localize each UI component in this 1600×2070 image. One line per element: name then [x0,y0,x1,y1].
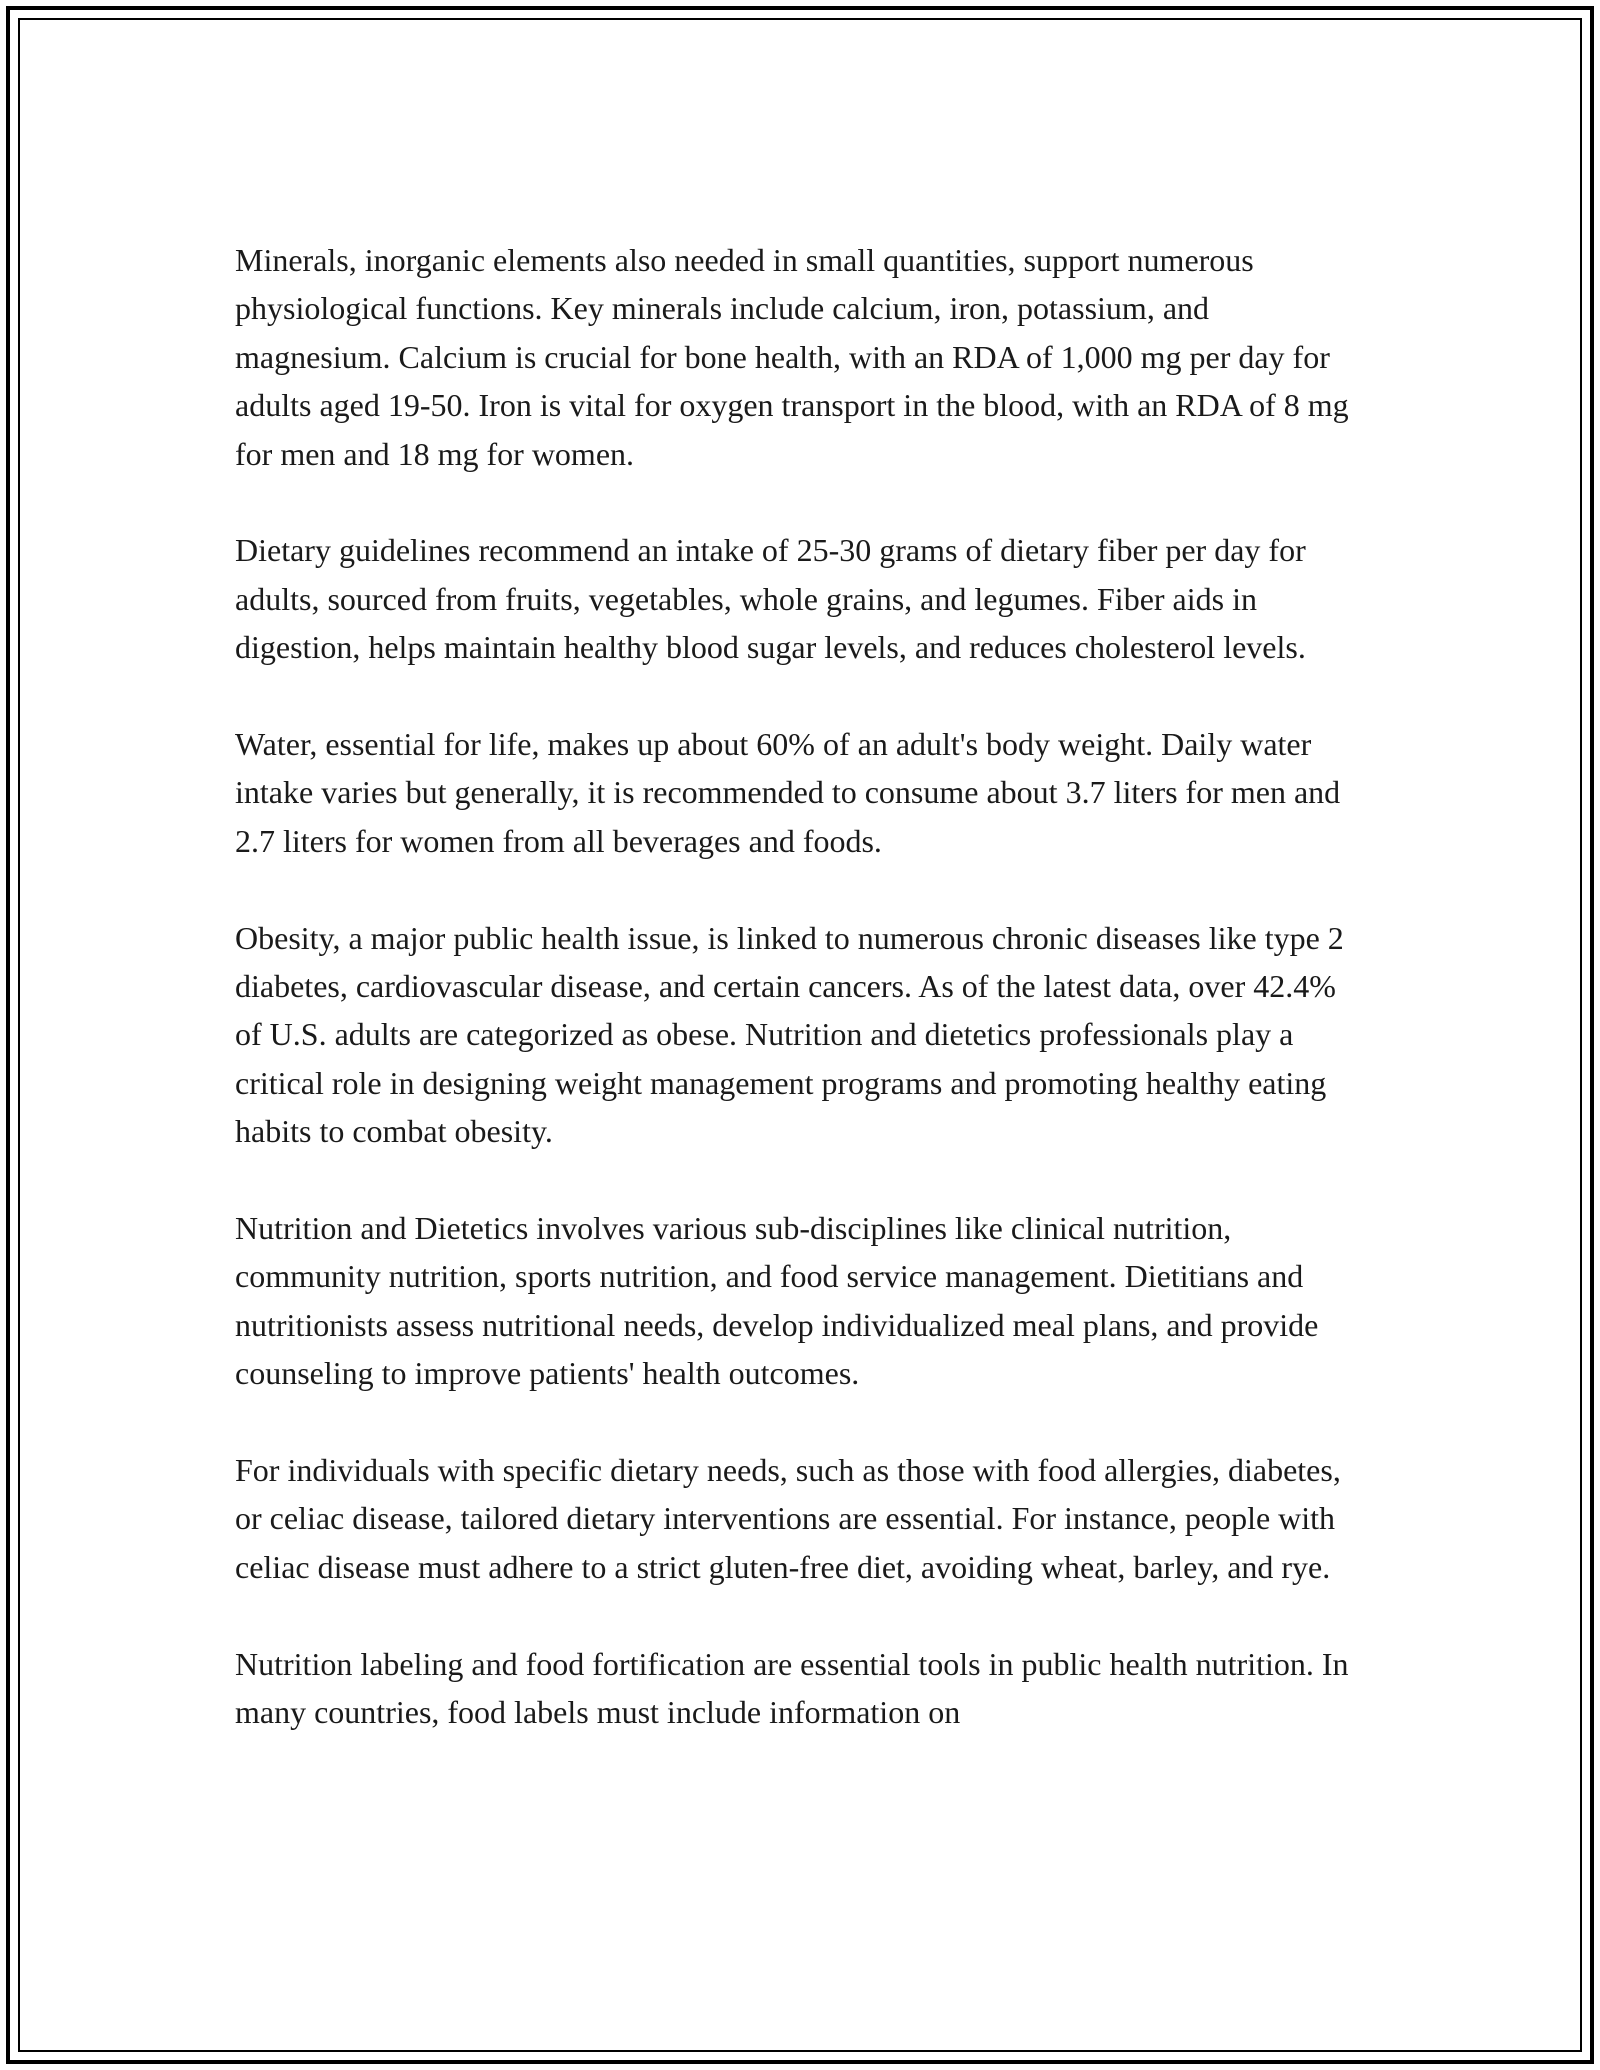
paragraph-minerals: Minerals, inorganic elements also needed in small quantities, support numerous physiological functions. Key minerals include calcium, iron, potassium, and magnesium. Calcium is crucial for bone health, with an RDA of 1,000 mg per day for adults aged 19-50. Iron is vital for oxygen transport in the blood, with an RDA of 8 mg for men and 18 mg for women. [235,242,1349,472]
paragraph-dietary-fiber: Dietary guidelines recommend an intake of 25-30 grams of dietary fiber per day for adults, sourced from fruits, vegetables, whole grains, and legumes. Fiber aids in digestion, helps maintain healthy blood sugar levels, and reduces cholesterol levels. [235,532,1306,666]
paragraph-nutrition-dietetics: Nutrition and Dietetics involves various sub-disciplines like clinical nutrition, community nutrition, sports nutrition, and food service management. Dietitians and nutritionists assess nutritional needs, develop individualized meal plans, and provide counseling to improve patients' health outcomes. [235,1210,1319,1392]
paragraph-specific-dietary-needs: For individuals with specific dietary needs, such as those with food allergies, diabetes, or celiac disease, tailored dietary interventions are essential. For instance, people with celiac disease must adhere to a strict gluten-free diet, avoiding wheat, barley, and rye. [235,1452,1341,1585]
document-body [235,236,1370,1785]
paragraph-obesity: Obesity, a major public health issue, is linked to numerous chronic diseases like type 2 diabetes, cardiovascular disease, and certain cancers. As of the latest data, over 42.4% of U.S. adults are categorized as obese. Nutrition and dietetics professionals play a critical role in designing weight management programs and promoting healthy eating habits to combat obesity. [235,919,1344,1150]
paragraph-nutrition-labeling: Nutrition labeling and food fortification are essential tools in public health nutrition. In many countries, food labels must include information on [235,1645,1349,1731]
paragraph-water: Water, essential for life, makes up about 60% of an adult's body weight. Daily water intake varies but generally, it is recommended to consume about 3.7 liters for men and 2.7 liters for women from all beverages and foods. [235,726,1341,859]
